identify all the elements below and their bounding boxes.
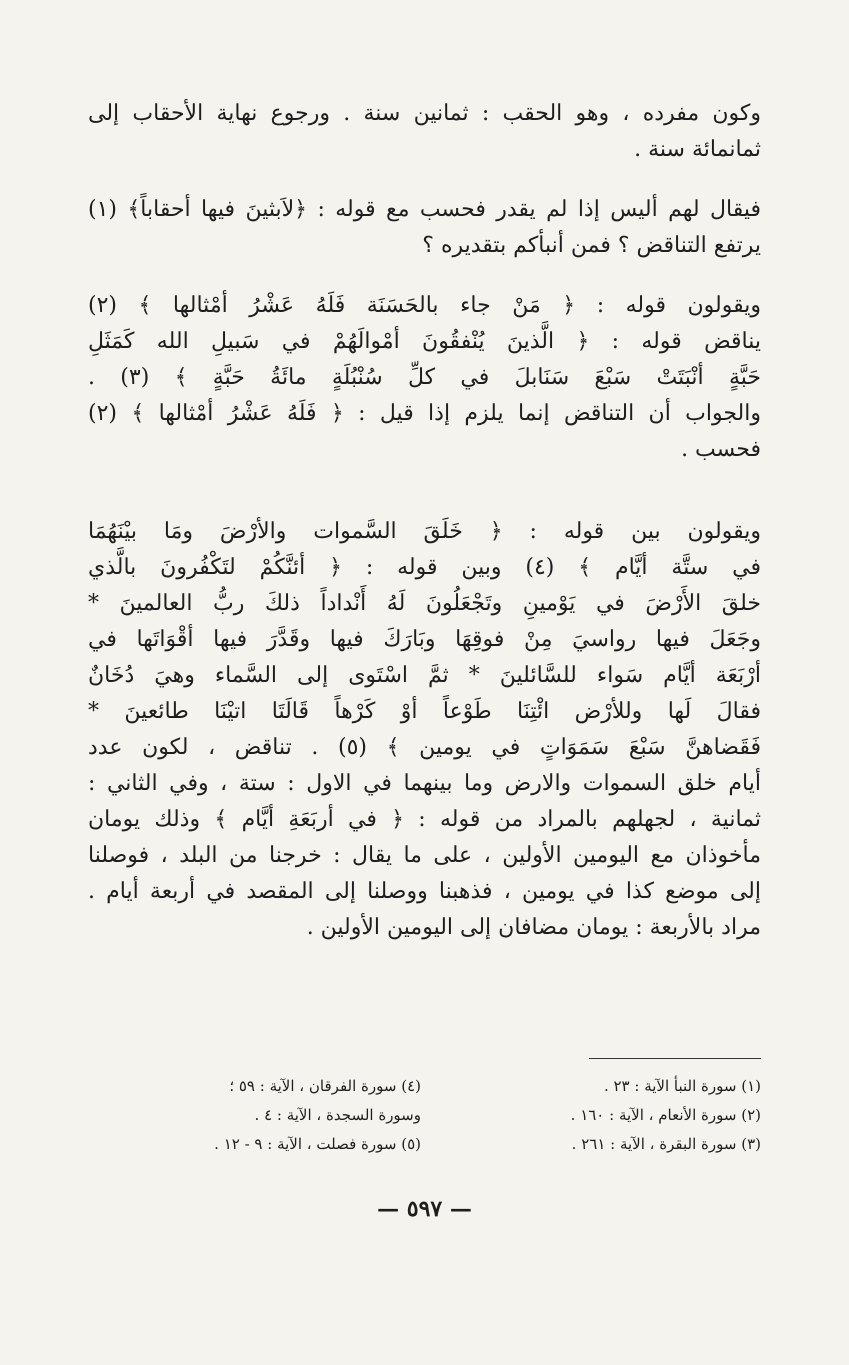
text-line: مراد بالأربعة : يومان مضافان إلى اليومين الأولين . [306, 915, 761, 940]
text-line: أرْبَعَة أيَّام سَواء للسَّائلينَ * ثمَّ اسْتَوى إلى السَّماء وهيَ دُخَانٌ [88, 663, 761, 688]
footnotes-column-right [501, 1072, 761, 1159]
text-line: إلى موضع كذا في يومين ، فذهبنا ووصلنا إلى المقصد في أربعة أيام . [88, 879, 761, 904]
text-line: فحسب . [681, 437, 761, 462]
footnote: وسورة السجدة ، الآية : ٤ . [254, 1106, 421, 1124]
text-line: أيام خلق السموات والارض وما بينهما في الاول : ستة ، وفي الثاني : [88, 771, 761, 796]
text-line: فقالَ لَها وللأرْض ائْتِنَا طَوْعاً أوْ كَرْهاً قَالَتَا اتيْنَا طائعينَ * [88, 699, 761, 724]
text-line: ثمانية ، لجهلهم بالمراد من قوله : ﴿ في أربَعَةِ أيَّام ﴾ وذلك يومان [88, 807, 761, 832]
text-line: والجواب أن التناقض إنما يلزم إذا قيل : ﴿ فَلَهُ عَشْرُ أمْثالها ﴾ (٢) [88, 401, 761, 426]
text-line: ثمانمائة سنة . [634, 137, 761, 162]
footnotes-column-left [121, 1072, 421, 1159]
text-line: في ستَّة أيَّام ﴾ (٤) وبين قوله : ﴿ أئنَّكُمْ لتَكْفُرونَ بالَّذي [88, 555, 761, 580]
text-line: ويقولون قوله : ﴿ مَنْ جاء بالحَسَنَة فَلَهُ عَشْرُ أمْثالها ﴾ (٢) [88, 293, 761, 318]
footnote: (٤) سورة الفرقان ، الآية : ٥٩ ؛ [229, 1077, 421, 1095]
text-line: وجَعَلَ فيها رواسيَ مِنْ فوقِهَا وبَارَكَ فيها وقَدَّرَ فيها أقْوَاتَها في [88, 627, 761, 652]
text-line: ويقولون بين قوله : ﴿ خَلَقَ السَّموات والأرْضَ ومَا بيْنَهُمَا [88, 519, 761, 544]
text-line: يرتفع التناقض ؟ فمن أنبأكم بتقديره ؟ [422, 233, 761, 258]
body-text [88, 96, 761, 946]
text-line: مأخوذان مع اليومين الأولين ، على ما يقال : خرجنا من البلد ، فوصلنا [88, 843, 761, 868]
text-line: خلقَ الأَرْضَ في يَوْمينِ وتَجْعَلُونَ لَهُ أَنْداداً ذلكَ ربُّ العالمينَ * [88, 591, 761, 616]
text-line: يناقض قوله : ﴿ الَّذينَ يُنْفقُونَ أمْوالَهُمْ في سَبيلِ الله كَمَثَلِ [88, 329, 761, 354]
footnote: (٣) سورة البقرة ، الآية : ٢٦١ . [571, 1135, 761, 1153]
page-number: — ٥٩٧ — [377, 1196, 472, 1222]
footnote: (٥) سورة فصلت ، الآية : ٩ - ١٢ . [214, 1135, 421, 1153]
text-line: فيقال لهم أليس إذا لم يقدر فحسب مع قوله : ﴿لاَبثينَ فيها أحقاباً﴾ (١) [88, 197, 761, 222]
footnote-divider [589, 1058, 761, 1059]
text-line: وكون مفرده ، وهو الحقب : ثمانين سنة . ورجوع نهاية الأحقاب إلى [88, 101, 761, 126]
text-line: حَبَّةٍ أنْبَتَتْ سَبْعَ سَنَابلَ في كلِّ سُنْبُلَةٍ مائَةُ حَبَّةٍ ﴾ (٣) . [88, 365, 761, 390]
footnote: (١) سورة النبأ الآية : ٢٣ . [603, 1077, 761, 1095]
footnote: (٢) سورة الأنعام ، الآية : ١٦٠ . [570, 1106, 761, 1124]
text-line: فَقَضاهنَّ سَبْعَ سَمَوَاتٍ في يومين ﴾ (٥) . تناقض ، لكون عدد [88, 735, 761, 760]
